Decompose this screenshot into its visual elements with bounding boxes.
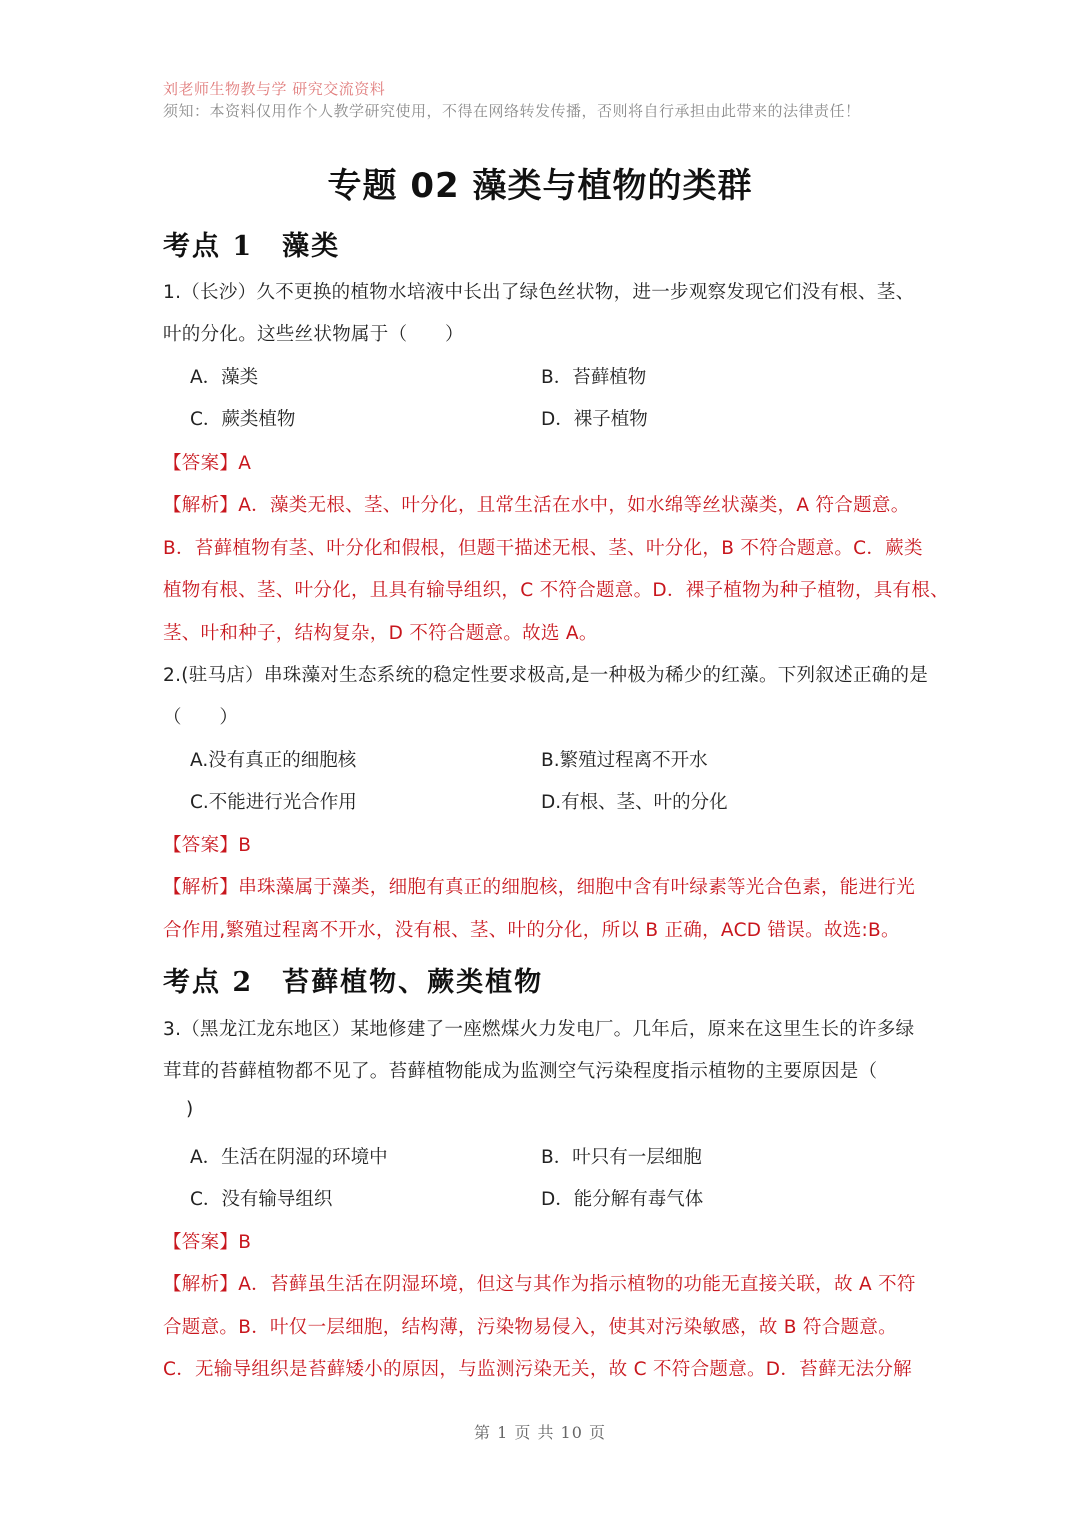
section-heading-2: 考点 2 苔藓植物、蕨类植物 xyxy=(163,967,544,998)
q1-analysis-line-3: 植物有根、茎、叶分化，且具有输导组织，C 不符合题意。D．裸子植物为种子植物，具有根、 xyxy=(163,580,949,601)
q3-stem-line-2: 茸茸的苔藓植物都不见了。苔藓植物能成为监测空气污染程度指示植物的主要原因是（ xyxy=(163,1061,878,1082)
q3-analysis-line-3: C．无输导组织是苔藓矮小的原因，与监测污染无关，故 C 不符合题意。D．苔藓无法分解 xyxy=(163,1359,912,1380)
q1-option-a: A．藻类 xyxy=(190,367,259,388)
page-number: 第 1 页 共 10 页 xyxy=(474,1423,606,1442)
page-title: 专题 02 藻类与植物的类群 xyxy=(327,166,753,206)
q1-analysis-line-4: 茎、叶和种子，结构复杂，D 不符合题意。故选 A。 xyxy=(163,623,598,644)
q3-option-d: D．能分解有毒气体 xyxy=(541,1189,704,1210)
q3-stem-line-3: ) xyxy=(186,1099,194,1120)
q2-stem-line-1: 2.(驻马店）串珠藻对生态系统的稳定性要求极高,是一种极为稀少的红藻。下列叙述正确的是 xyxy=(163,665,929,686)
q3-option-b: B．叶只有一层细胞 xyxy=(541,1147,702,1168)
q3-option-a: A．生活在阴湿的环境中 xyxy=(190,1147,388,1168)
q3-answer: 【答案】B xyxy=(163,1232,252,1253)
q2-option-a: A.没有真正的细胞核 xyxy=(190,750,357,771)
q2-analysis-line-1: 【解析】串珠藻属于藻类，细胞有真正的细胞核，细胞中含有叶绿素等光合色素，能进行光 xyxy=(163,877,916,898)
q1-analysis-line-1: 【解析】A．藻类无根、茎、叶分化，且常生活在水中，如水绵等丝状藻类，A 符合题意。 xyxy=(163,495,910,516)
q1-stem-line-1: 1.（长沙）久不更换的植物水培液中长出了绿色丝状物，进一步观察发现它们没有根、茎、 xyxy=(163,282,915,303)
q3-option-c: C．没有输导组织 xyxy=(190,1189,333,1210)
q1-option-d: D．裸子植物 xyxy=(541,409,648,430)
header-notice: 须知：本资料仅用作个人教学研究使用，不得在网络转发传播，否则将自行承担由此带来的法律责任！ xyxy=(163,102,861,120)
q2-stem-line-2: （ ） xyxy=(163,707,239,728)
q2-analysis-line-2: 合作用,繁殖过程离不开水，没有根、茎、叶的分化，所以 B 正确，ACD 错误。故选:B。 xyxy=(163,920,900,941)
q2-option-b: B.繁殖过程离不开水 xyxy=(541,750,708,771)
q3-analysis-line-1: 【解析】A．苔藓虽生活在阴湿环境，但这与其作为指示植物的功能无直接关联，故 A 不符 xyxy=(163,1274,916,1295)
q3-analysis-line-2: 合题意。B．叶仅一层细胞，结构薄，污染物易侵入，使其对污染敏感，故 B 符合题意。 xyxy=(163,1317,897,1338)
q1-option-b: B．苔藓植物 xyxy=(541,367,647,388)
q1-option-c: C．蕨类植物 xyxy=(190,409,296,430)
q1-analysis-line-2: B．苔藓植物有茎、叶分化和假根，但题干描述无根、茎、叶分化，B 不符合题意。C．蕨类 xyxy=(163,538,923,559)
q2-answer: 【答案】B xyxy=(163,835,252,856)
q3-stem-line-1: 3.（黑龙江龙东地区）某地修建了一座燃煤火力发电厂。几年后，原来在这里生长的许多绿 xyxy=(163,1019,915,1040)
q1-answer: 【答案】A xyxy=(163,453,252,474)
header-source: 刘老师生物教与学 研究交流资料 xyxy=(163,80,386,98)
q2-option-d: D.有根、茎、叶的分化 xyxy=(541,792,728,813)
q1-stem-line-2: 叶的分化。这些丝状物属于（ ） xyxy=(163,324,464,345)
section-heading-1: 考点 1 藻类 xyxy=(163,231,341,262)
q2-option-c: C.不能进行光合作用 xyxy=(190,792,357,813)
